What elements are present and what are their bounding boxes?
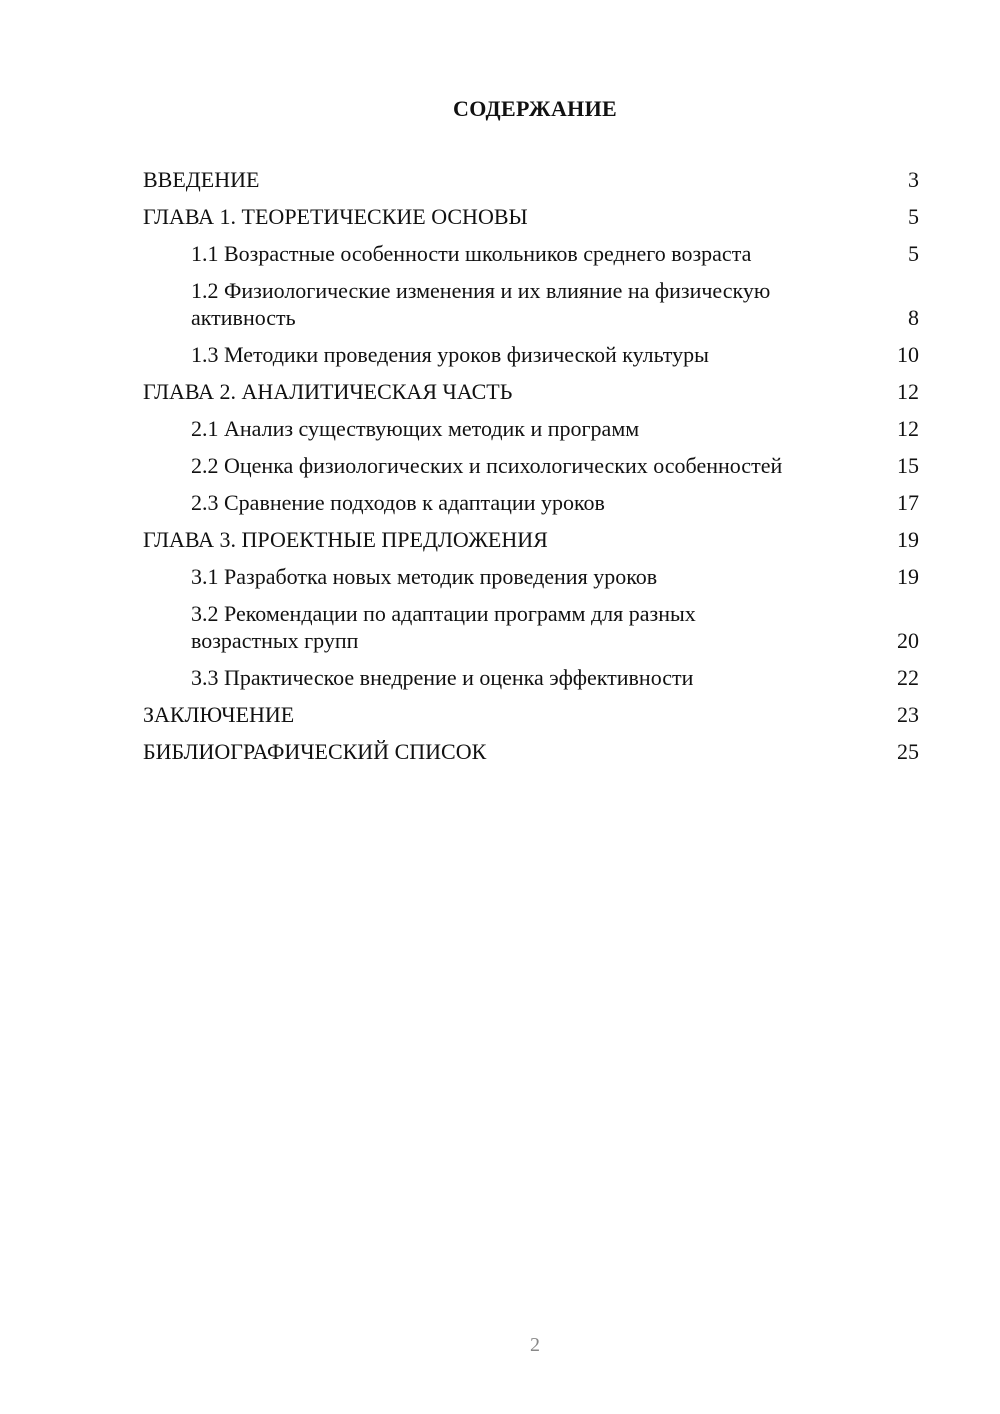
toc-entry-section-1-1[interactable] xyxy=(143,240,919,267)
toc-entry-page: 22 xyxy=(897,665,919,690)
toc-entry-label: 2.1 Анализ существующих методик и программ xyxy=(191,416,640,441)
toc-entry-label: 1.2 Физиологические изменения и их влияние на физическую активность xyxy=(191,278,771,330)
toc-entry-page: 15 xyxy=(897,453,919,478)
toc-entry-section-3-2[interactable] xyxy=(143,600,919,654)
toc-entry-label: ЗАКЛЮЧЕНИЕ xyxy=(143,702,295,727)
toc-entry-label: 3.1 Разработка новых методик проведения уроков xyxy=(191,564,658,589)
toc-entry-section-1-3[interactable] xyxy=(143,341,919,368)
toc-entry-page: 12 xyxy=(897,379,919,404)
toc-entry-page: 20 xyxy=(897,628,919,653)
toc-entry-page: 17 xyxy=(897,490,919,515)
toc-entry-chapter-1[interactable] xyxy=(143,203,919,230)
toc-entry-page: 19 xyxy=(897,527,919,552)
toc-entry-conclusion[interactable] xyxy=(143,701,919,728)
toc-entry-page: 25 xyxy=(897,739,919,764)
toc-entry-section-1-2[interactable] xyxy=(143,277,919,331)
toc-entry-label: ГЛАВА 3. ПРОЕКТНЫЕ ПРЕДЛОЖЕНИЯ xyxy=(143,527,548,552)
toc-entry-section-2-1[interactable] xyxy=(143,415,919,442)
toc-entry-section-2-3[interactable] xyxy=(143,489,919,516)
toc-entry-section-3-3[interactable] xyxy=(143,664,919,691)
toc-entry-introduction[interactable] xyxy=(143,166,919,193)
toc-entry-page: 12 xyxy=(897,416,919,441)
toc-entry-page: 19 xyxy=(897,564,919,589)
toc-entry-chapter-2[interactable] xyxy=(143,378,919,405)
table-of-contents xyxy=(143,166,919,775)
toc-entry-label: 2.3 Сравнение подходов к адаптации уроков xyxy=(191,490,605,515)
toc-entry-label: 3.3 Практическое внедрение и оценка эффективности xyxy=(191,665,694,690)
toc-entry-page: 8 xyxy=(908,305,919,330)
toc-entry-label: 1.3 Методики проведения уроков физической культуры xyxy=(191,342,709,367)
toc-entry-page: 3 xyxy=(908,167,919,192)
toc-entry-label: ГЛАВА 1. ТЕОРЕТИЧЕСКИЕ ОСНОВЫ xyxy=(143,204,528,229)
toc-entry-bibliography[interactable] xyxy=(143,738,919,765)
toc-entry-page: 10 xyxy=(897,342,919,367)
toc-entry-label: БИБЛИОГРАФИЧЕСКИЙ СПИСОК xyxy=(143,739,487,764)
page-title: СОДЕРЖАНИЕ xyxy=(453,96,617,121)
toc-entry-section-3-1[interactable] xyxy=(143,563,919,590)
toc-entry-label: 1.1 Возрастные особенности школьников среднего возраста xyxy=(191,241,752,266)
toc-entry-label: 3.2 Рекомендации по адаптации программ для разных возрастных групп xyxy=(191,601,696,653)
toc-entry-label: ГЛАВА 2. АНАЛИТИЧЕСКАЯ ЧАСТЬ xyxy=(143,379,513,404)
toc-entry-label: ВВЕДЕНИЕ xyxy=(143,167,260,192)
toc-entry-page: 23 xyxy=(897,702,919,727)
page-number: 2 xyxy=(530,1334,540,1356)
toc-entry-page: 5 xyxy=(908,241,919,266)
toc-entry-page: 5 xyxy=(908,204,919,229)
toc-entry-label: 2.2 Оценка физиологических и психологических особенностей xyxy=(191,453,783,478)
toc-entry-section-2-2[interactable] xyxy=(143,452,919,479)
toc-entry-chapter-3[interactable] xyxy=(143,526,919,553)
